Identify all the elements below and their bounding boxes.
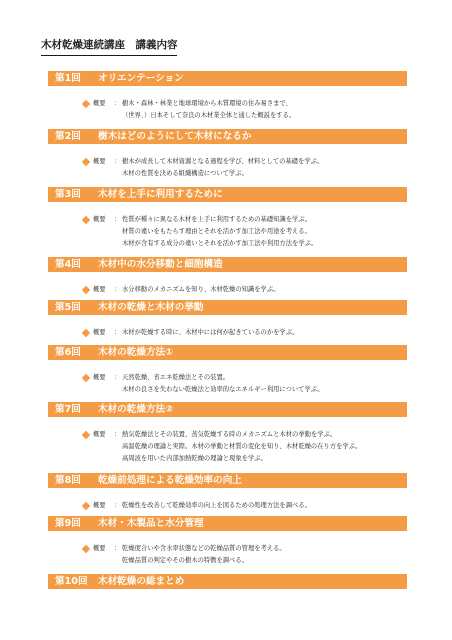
summary-line: 木材の良さを失わない乾燥法と効率的なエネルギー利用について学ぶ。 xyxy=(122,386,324,393)
session-title: 樹木はどのようにして木材になるか xyxy=(98,131,252,142)
session-title: 木材の乾燥と木材の挙動 xyxy=(98,302,204,313)
session-title: 木材の乾燥方法② xyxy=(98,404,174,415)
summary-line: 高温乾燥の理論と実際。木材の挙動と材質の変化を知り、木材乾燥の在り方を学ぶ。 xyxy=(122,443,362,450)
summary-line: 天然乾燥、省エネ乾燥法とその装置。 xyxy=(122,374,230,381)
summary-colon: ： xyxy=(114,431,121,438)
summary-text xyxy=(122,372,324,396)
summary-line: 樹木が成長して木材資源となる過程を学び、材料としての基礎を学ぶ。 xyxy=(122,158,324,165)
summary-label: 概要 xyxy=(93,100,106,107)
summary-line: 性質が種々に異なる木材を上手に利用するための基礎知識を学ぶ。 xyxy=(122,216,312,223)
session-title: 木材乾燥の総まとめ xyxy=(98,576,185,587)
session-summary xyxy=(48,543,407,567)
summary-line: 熱気乾燥法とその装置、蒸気乾燥する時のメカニズムと木材の挙動を学ぶ。 xyxy=(122,431,337,438)
summary-label: 概要 xyxy=(93,502,106,509)
summary-line: 高周波を用いた内部加熱乾燥の理論と現象を学ぶ。 xyxy=(122,455,267,462)
session-number: 第8回 xyxy=(55,475,81,486)
summary-line: 木材の性質を決める組織構造について学ぶ。 xyxy=(122,170,248,177)
session-number: 第10回 xyxy=(55,576,88,587)
session-number: 第9回 xyxy=(55,518,81,529)
session-header xyxy=(48,187,407,202)
summary-label: 概要 xyxy=(93,374,106,381)
session-header xyxy=(48,574,407,589)
diamond-bullet-icon xyxy=(82,158,90,166)
summary-label: 概要 xyxy=(93,216,106,223)
summary-colon: ： xyxy=(114,374,121,381)
diamond-bullet-icon xyxy=(82,286,90,294)
summary-label: 概要 xyxy=(93,431,106,438)
diamond-bullet-icon xyxy=(82,374,90,382)
session-header xyxy=(48,300,407,315)
session-number: 第2回 xyxy=(55,131,81,142)
session-7 xyxy=(48,402,407,465)
summary-line: 材質の違いをもたらす理由とそれを活かす加工法や用途を考える。 xyxy=(122,228,311,235)
summary-colon: ： xyxy=(114,216,121,223)
summary-text xyxy=(122,429,361,465)
session-6 xyxy=(48,345,407,396)
session-header xyxy=(48,129,407,144)
summary-text xyxy=(122,543,286,567)
session-header xyxy=(48,516,407,531)
summary-label: 概要 xyxy=(93,545,106,552)
session-summary xyxy=(48,372,407,396)
session-title: オリエンテーション xyxy=(98,73,184,84)
session-title: 木材を上手に利用するために xyxy=(98,189,223,200)
summary-text xyxy=(122,214,317,250)
session-summary xyxy=(48,98,407,122)
session-header xyxy=(48,473,407,488)
summary-line: 乾燥品質の判定やその樹木の特徴を調べる。 xyxy=(122,557,248,564)
diamond-bullet-icon xyxy=(82,329,90,337)
diamond-bullet-icon xyxy=(82,502,90,510)
session-title: 乾燥前処理による乾燥効率の向上 xyxy=(98,475,242,486)
session-title: 木材・木製品と水分管理 xyxy=(98,518,204,529)
session-summary xyxy=(48,327,407,339)
summary-line: 木材が乾燥する時に、木材中には何が起きているのかを学ぶ。 xyxy=(122,329,299,336)
summary-label: 概要 xyxy=(93,329,106,336)
summary-text xyxy=(122,98,295,122)
session-9 xyxy=(48,516,407,567)
session-header xyxy=(48,402,407,417)
session-2 xyxy=(48,129,407,180)
diamond-bullet-icon xyxy=(82,431,90,439)
summary-label: 概要 xyxy=(93,286,106,293)
session-number: 第7回 xyxy=(55,404,81,415)
summary-text xyxy=(122,156,323,180)
session-number: 第6回 xyxy=(55,347,81,358)
session-header xyxy=(48,345,407,360)
session-number: 第5回 xyxy=(55,302,81,313)
session-3 xyxy=(48,187,407,250)
summary-line: 乾燥性を改善して乾燥効率の向上を図るための処理方法を調べる。 xyxy=(122,502,311,509)
diamond-bullet-icon xyxy=(82,545,90,553)
summary-line: 乾燥度合いや含水率状態などの乾燥品質の管理を考える。 xyxy=(122,545,286,552)
diamond-bullet-icon xyxy=(82,216,90,224)
summary-line: 樹木・森林・林業と地球環境から木質環境の住み易さまで、 xyxy=(122,100,292,107)
session-8 xyxy=(48,473,407,512)
summary-text xyxy=(122,284,280,296)
document-title: 木材乾燥連続講座 講義内容 xyxy=(41,39,178,51)
summary-text xyxy=(122,327,298,339)
session-summary xyxy=(48,429,407,465)
summary-text xyxy=(122,500,311,512)
session-10 xyxy=(48,574,407,589)
summary-colon: ： xyxy=(114,100,121,107)
summary-colon: ： xyxy=(114,502,121,509)
summary-colon: ： xyxy=(114,158,121,165)
session-summary xyxy=(48,214,407,250)
session-title: 木材中の水分移動と細胞構造 xyxy=(98,259,223,270)
summary-colon: ： xyxy=(114,329,121,336)
summary-label: 概要 xyxy=(93,158,106,165)
summary-line: （世界、）日本そして奈良の木材業全体と通した概説をする。 xyxy=(122,112,296,119)
session-1 xyxy=(48,71,407,122)
session-summary xyxy=(48,284,407,296)
summary-line: 水分移動のメカニズムを知り、木材乾燥の知識を学ぶ。 xyxy=(122,286,280,293)
summary-line: 木材が含有する成分の違いとそれを活かす加工法や利用方法を学ぶ。 xyxy=(122,240,318,247)
session-number: 第3回 xyxy=(55,189,81,200)
session-4 xyxy=(48,257,407,296)
session-number: 第4回 xyxy=(55,259,81,270)
session-summary xyxy=(48,156,407,180)
session-number: 第1回 xyxy=(55,73,81,84)
summary-colon: ： xyxy=(114,286,121,293)
session-5 xyxy=(48,300,407,339)
diamond-bullet-icon xyxy=(82,100,90,108)
session-header xyxy=(48,71,407,86)
session-title: 木材の乾燥方法① xyxy=(98,347,174,358)
summary-colon: ： xyxy=(114,545,121,552)
session-summary xyxy=(48,500,407,512)
session-header xyxy=(48,257,407,272)
document-title-underline xyxy=(41,55,177,56)
